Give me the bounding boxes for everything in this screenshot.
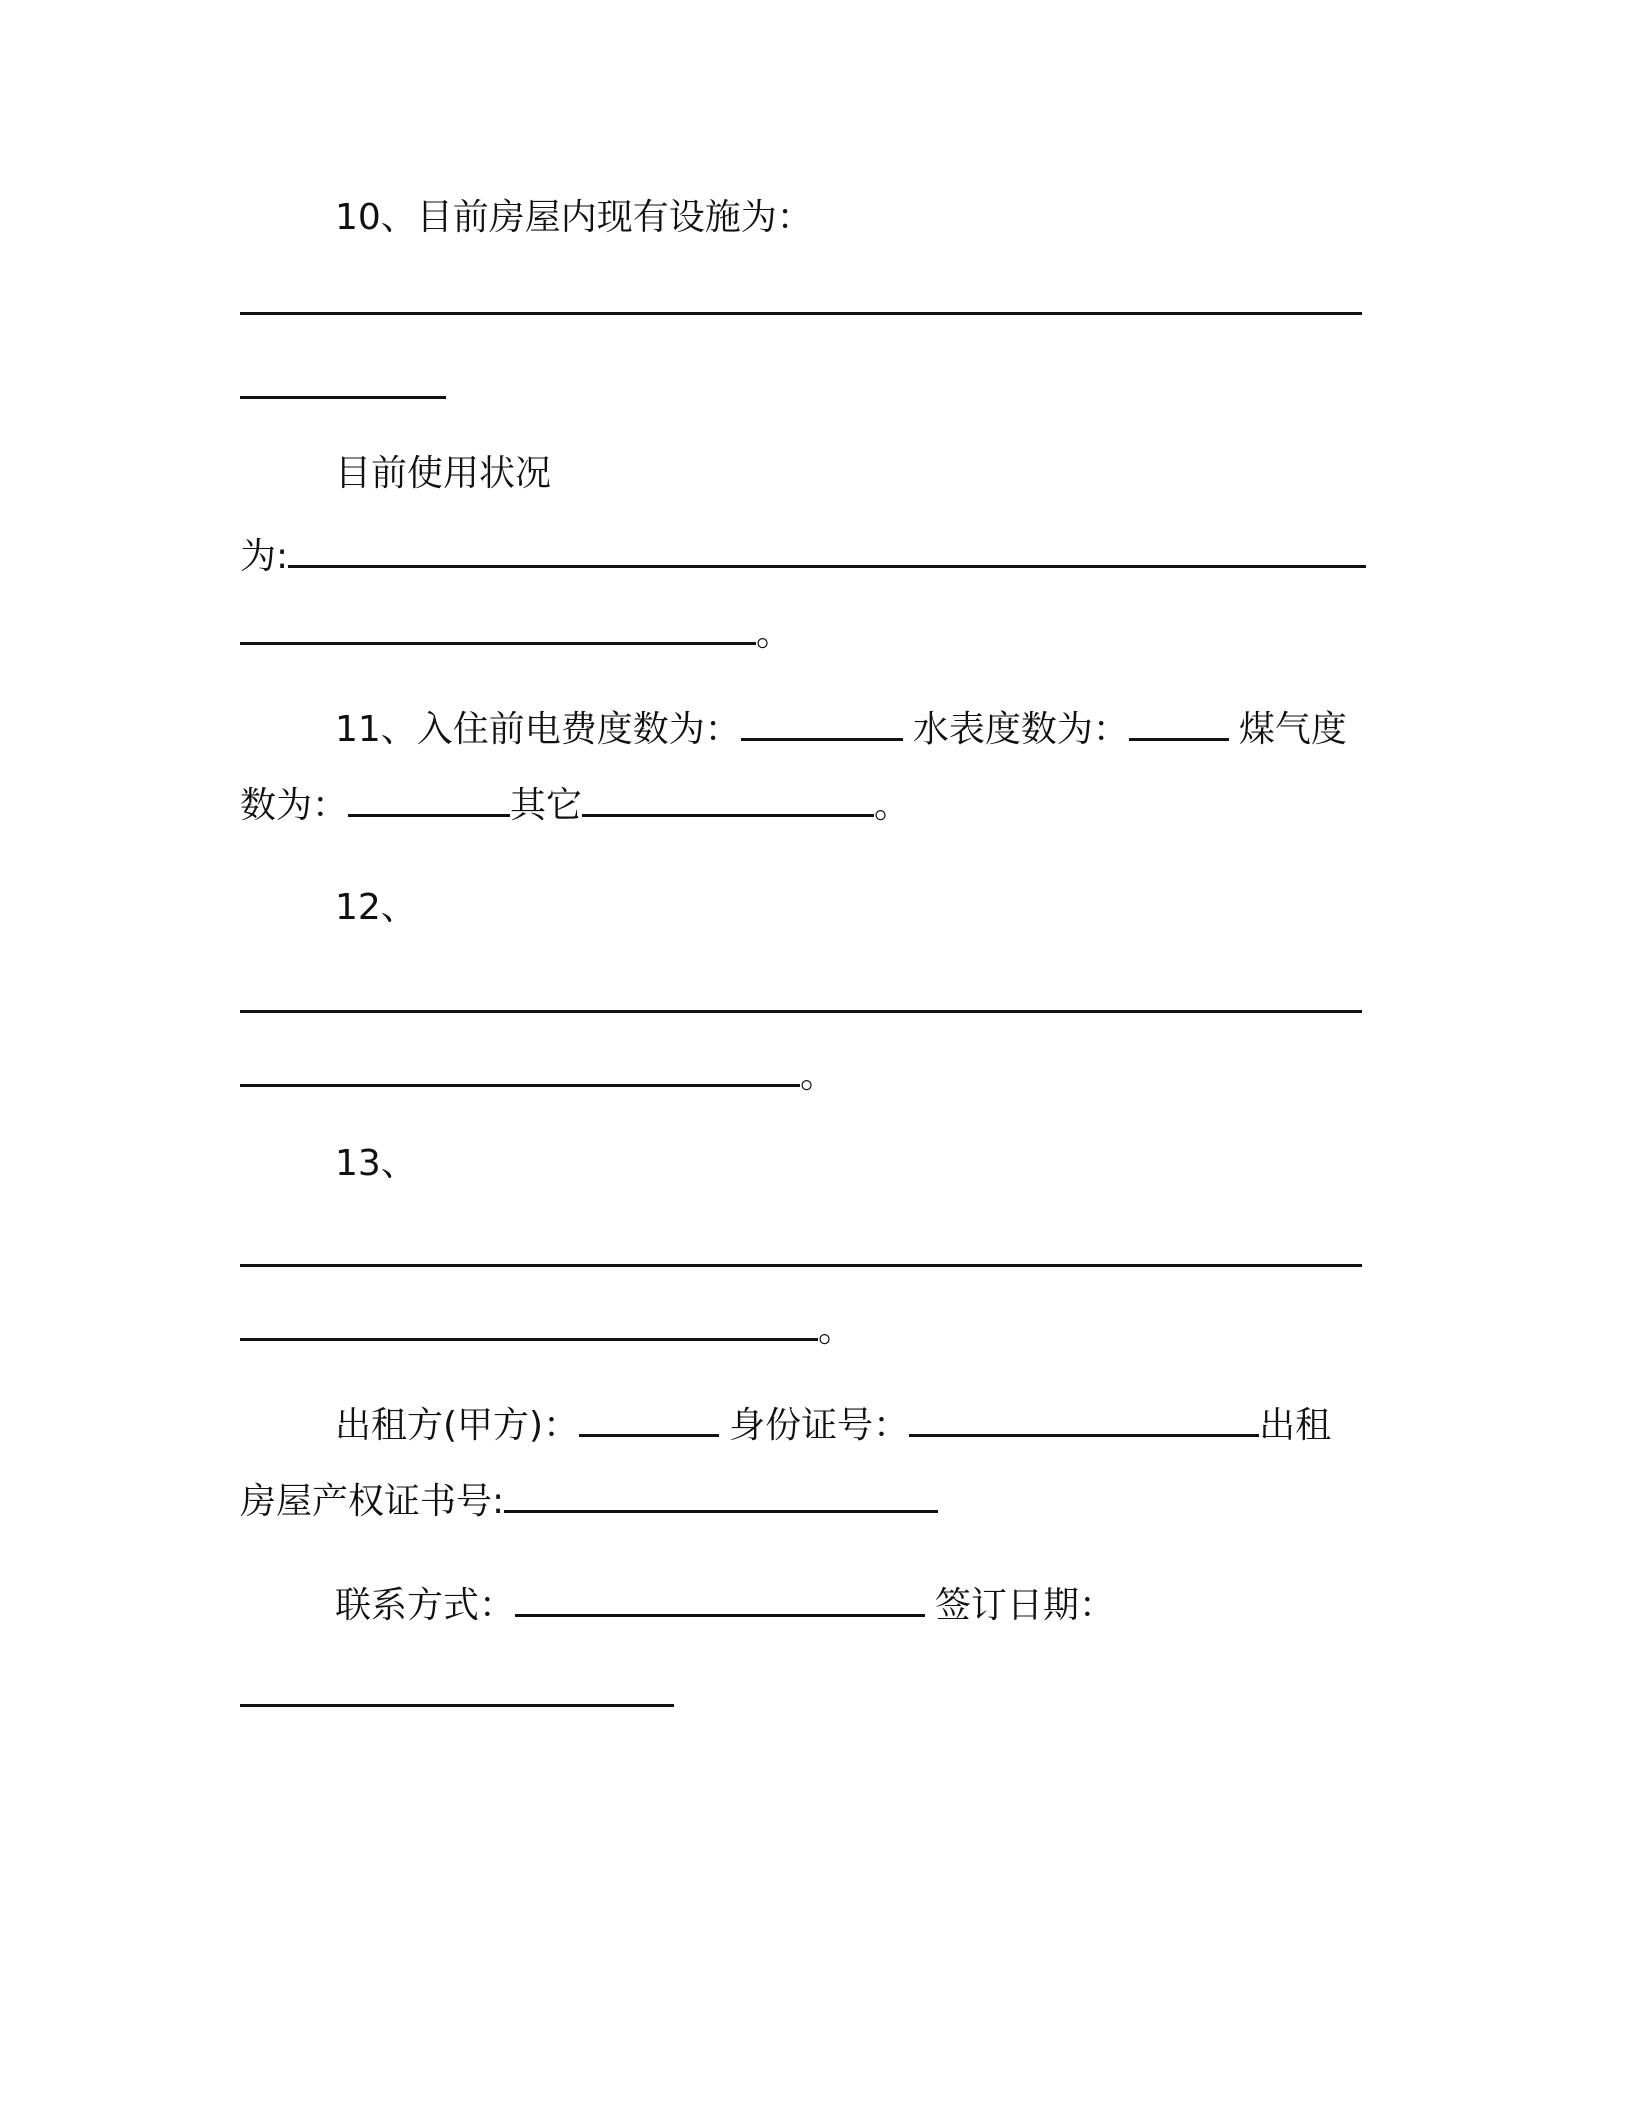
usage-blank-continued[interactable] bbox=[240, 612, 756, 645]
sign-date-label: 签订日期： bbox=[935, 1585, 1116, 1626]
usage-blank[interactable] bbox=[288, 535, 1366, 568]
item13-blank-continued[interactable] bbox=[240, 1308, 818, 1341]
item12-period: 。 bbox=[800, 1055, 837, 1096]
item12-blank-line-2 bbox=[240, 1054, 836, 1098]
usage-label-cont: 为: bbox=[240, 536, 289, 577]
usage-line-2 bbox=[240, 612, 792, 656]
gas-reading-blank[interactable] bbox=[348, 784, 510, 817]
item10-blank-continued[interactable] bbox=[240, 366, 446, 399]
item12-heading bbox=[335, 886, 417, 930]
item13-label: 13、 bbox=[335, 1143, 417, 1184]
usage-line bbox=[240, 535, 1366, 579]
deed-number-blank[interactable] bbox=[504, 1480, 938, 1513]
contact-label: 联系方式： bbox=[335, 1585, 516, 1626]
item10-blank[interactable] bbox=[240, 282, 1362, 315]
id-number-label: 身份证号： bbox=[729, 1405, 910, 1446]
usage-label: 目前使用状况 bbox=[335, 453, 552, 494]
item12-blank-line-1 bbox=[240, 980, 1362, 1024]
electricity-reading-blank[interactable] bbox=[741, 708, 903, 741]
item11-line-1 bbox=[335, 708, 1347, 752]
contact-line bbox=[335, 1584, 1115, 1628]
gas-reading-label: 煤气度 bbox=[1238, 709, 1347, 750]
item11-period: 。 bbox=[874, 785, 911, 826]
id-number-blank[interactable] bbox=[909, 1404, 1259, 1437]
item11-label: 11、入住前电费度数为： bbox=[335, 709, 741, 750]
deed-line bbox=[240, 1480, 938, 1524]
water-reading-label: 水表度数为： bbox=[912, 709, 1129, 750]
item13-blank-line-2 bbox=[240, 1308, 854, 1352]
water-reading-blank[interactable] bbox=[1129, 708, 1229, 741]
item13-blank-line-1 bbox=[240, 1234, 1362, 1278]
item10-blank-line-1 bbox=[240, 282, 1362, 326]
item12-label: 12、 bbox=[335, 887, 417, 928]
item10-heading bbox=[335, 196, 813, 240]
item12-blank[interactable] bbox=[240, 980, 1362, 1013]
item13-period: 。 bbox=[818, 1309, 855, 1350]
item13-heading bbox=[335, 1142, 417, 1186]
item11-line-2 bbox=[240, 784, 910, 828]
item10-label: 10、目前房屋内现有设施为： bbox=[335, 197, 813, 238]
other-label: 其它 bbox=[510, 785, 583, 826]
deed-number-label: 房屋产权证书号: bbox=[240, 1481, 505, 1522]
sign-date-line bbox=[240, 1674, 674, 1718]
lessor-name-blank[interactable] bbox=[579, 1404, 719, 1437]
item10-blank-line-2 bbox=[240, 366, 446, 410]
item13-blank[interactable] bbox=[240, 1234, 1362, 1267]
item12-blank-continued[interactable] bbox=[240, 1054, 800, 1087]
usage-period: 。 bbox=[756, 613, 793, 654]
lessor-label: 出租方(甲方)： bbox=[335, 1405, 580, 1446]
lessor-line bbox=[335, 1404, 1331, 1448]
sign-date-blank[interactable] bbox=[240, 1674, 674, 1707]
gas-reading-label-cont: 数为： bbox=[240, 785, 349, 826]
lease-house-label: 出租 bbox=[1259, 1405, 1332, 1446]
usage-heading bbox=[335, 452, 551, 496]
contact-blank[interactable] bbox=[515, 1584, 925, 1617]
other-blank[interactable] bbox=[582, 784, 874, 817]
